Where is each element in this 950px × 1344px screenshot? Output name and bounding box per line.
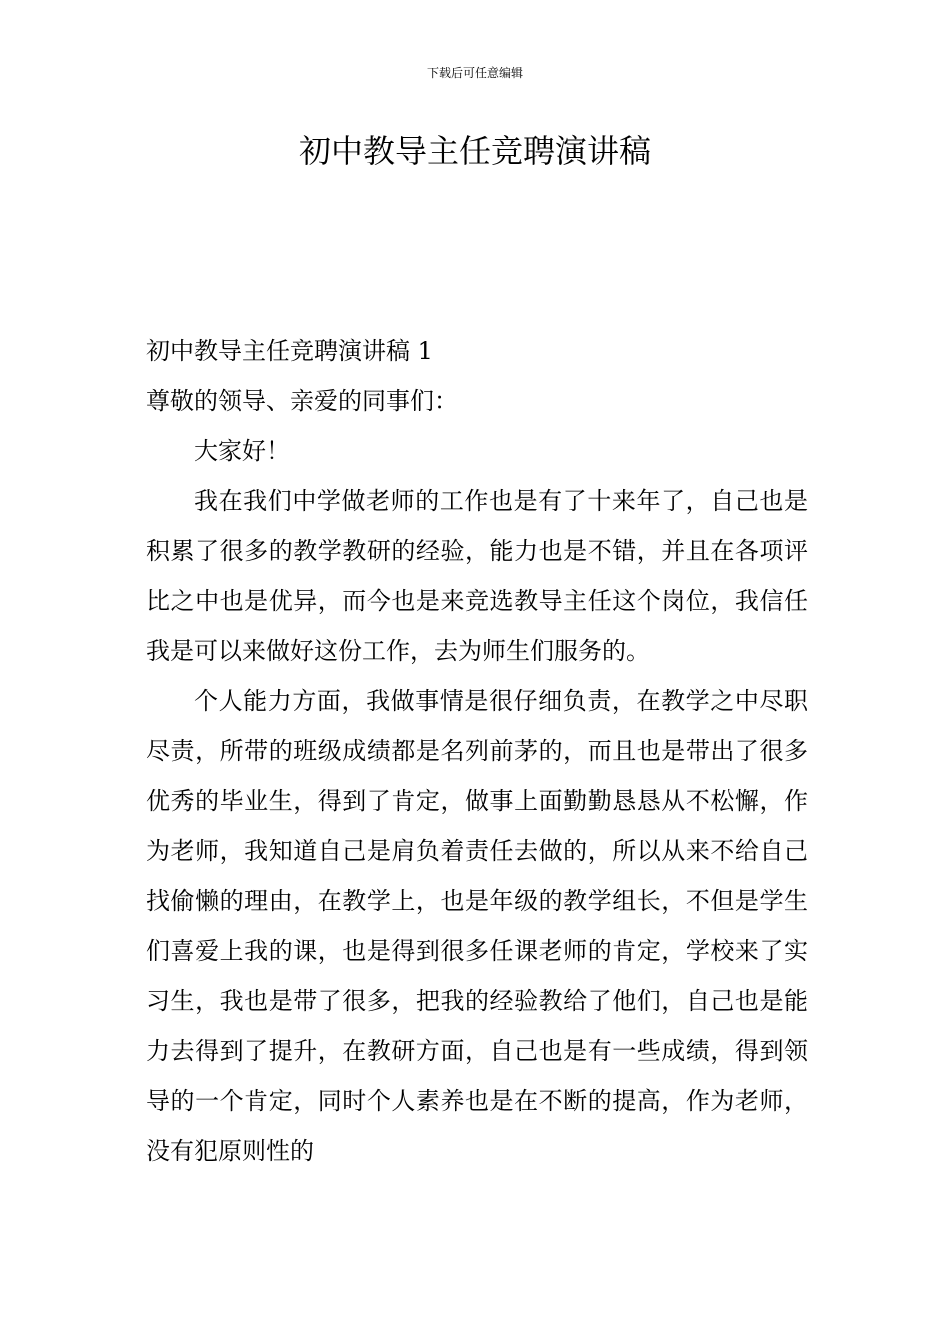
salutation: 尊敬的领导、亲爱的同事们：	[146, 387, 458, 415]
paragraph-1: 我在我们中学做老师的工作也是有了十来年了，自己也是积累了很多的教学教研的经验，能力也是不错，并且在各项评比之中也是优异，而今也是来竞选教导主任这个岗位，我信任我是可以来做好这份工作，去为师生们服务的。	[146, 487, 808, 665]
page-header-note: 下载后可任意编辑	[426, 66, 523, 80]
section-heading: 初中教导主任竞聘演讲稿 1	[146, 337, 433, 365]
greeting: 大家好！	[194, 437, 290, 465]
paragraph-2: 个人能力方面，我做事情是很仔细负责，在教学之中尽职尽责，所带的班级成绩都是名列前茅的，而且也是带出了很多优秀的毕业生，得到了肯定，做事上面勤勤恳恳从不松懈，作为老师，我知道自己是肩负着责任去做的，所以从来不给自己找偷懒的理由，在教学上，也是年级的教学组长，不但是学生们喜爱上我的课，也是得到很多任课老师的肯定，学校来了实习生，我也是带了很多，把我的经验教给了他们，自己也是能力去得到了提升，在教研方面，自己也是有一些成绩，得到领导的一个肯定，同时个人素养也是在不断的提高，作为老师，没有犯原则性的	[146, 687, 808, 1165]
document-title: 初中教导主任竞聘演讲稿	[298, 132, 651, 170]
document-body	[146, 326, 808, 1176]
